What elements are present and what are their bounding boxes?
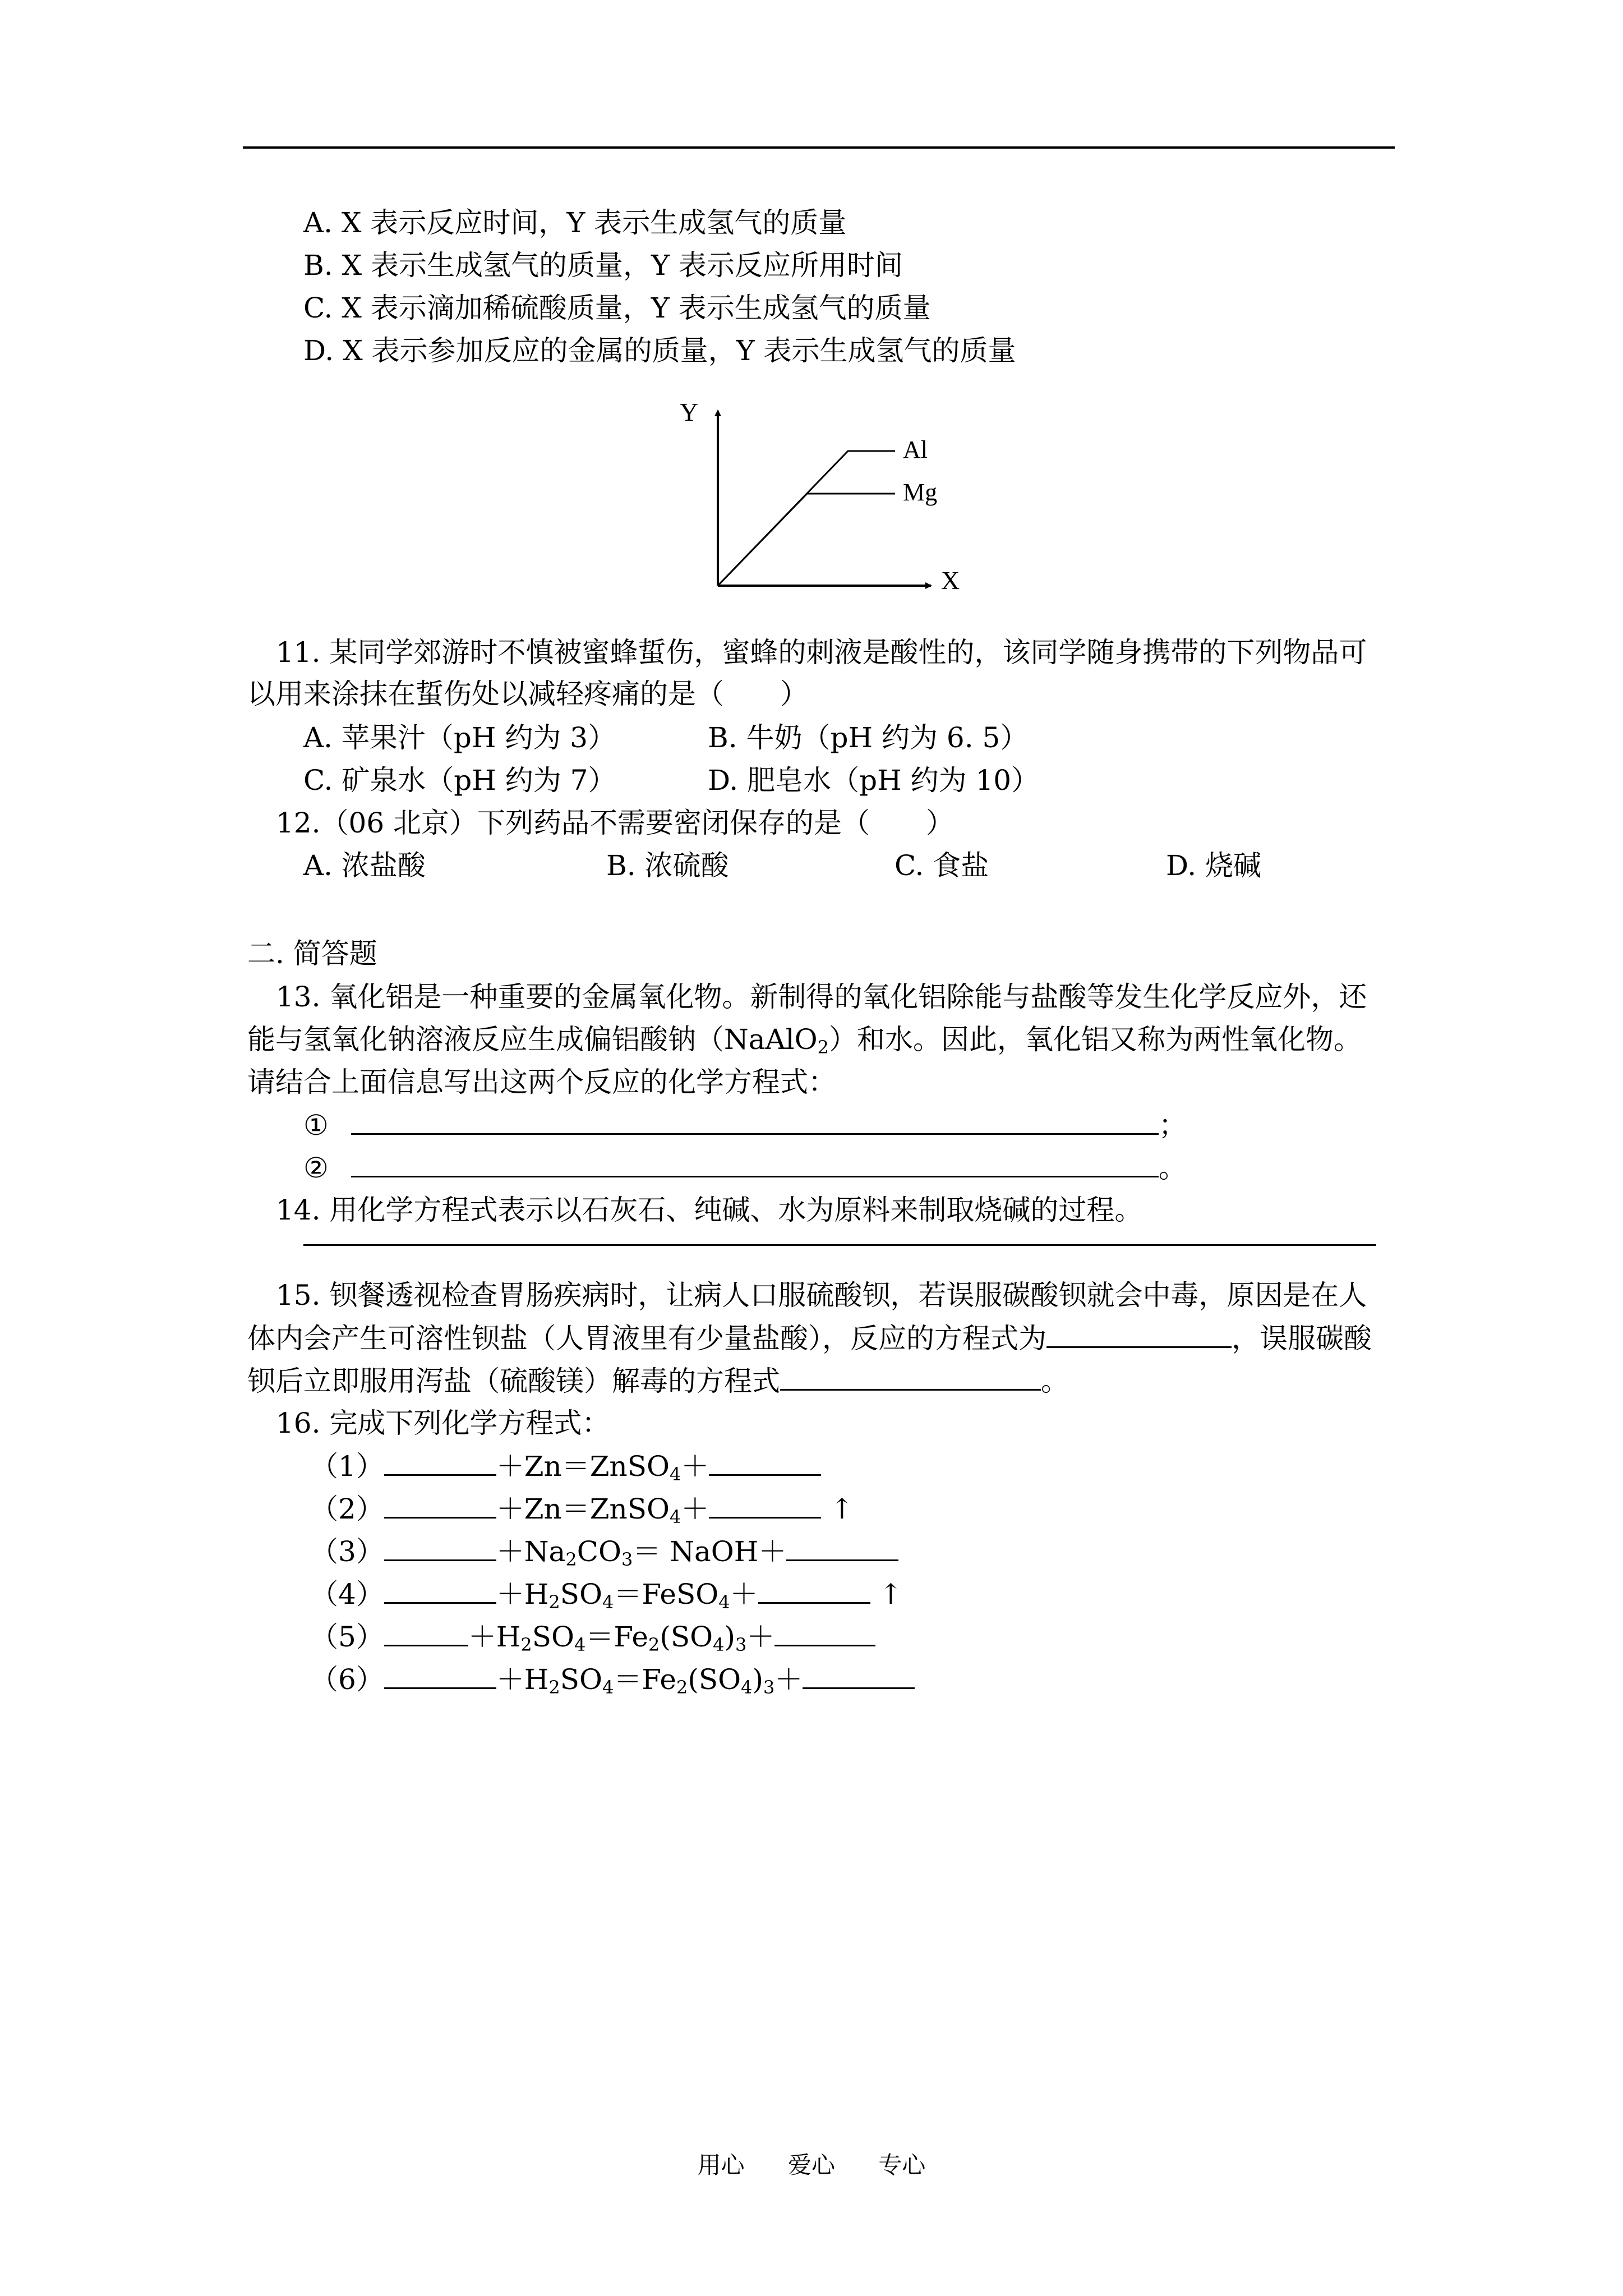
q15-line2 bbox=[247, 1322, 1372, 1355]
q13-answer-blank-2[interactable] bbox=[351, 1153, 1159, 1177]
q16-item-1-blank-2[interactable] bbox=[709, 1452, 821, 1476]
q16-item-6-blank-1[interactable] bbox=[384, 1665, 496, 1689]
up-arrow-icon: ↑ bbox=[879, 1578, 903, 1611]
q16-item-6-num: （6） bbox=[310, 1663, 384, 1696]
q16-item-2-part-a: ＋Zn＝ZnSO bbox=[496, 1493, 670, 1525]
footer-word-1: 用心 bbox=[697, 2151, 745, 2179]
q13-line1: 13. 氧化铝是一种重要的金属氧化物。新制得的氧化铝除能与盐酸等发生化学反应外，还 bbox=[276, 981, 1367, 1013]
q15-blank-2[interactable] bbox=[780, 1366, 1041, 1391]
up-arrow-icon: ↑ bbox=[830, 1493, 854, 1525]
q12-option-c: C. 食盐 bbox=[895, 849, 989, 882]
q15-line3-part2: 。 bbox=[1041, 1365, 1069, 1397]
q16-item-6-sub-4: 4 bbox=[741, 1677, 753, 1698]
q16-item-6-sub-5: 3 bbox=[763, 1677, 775, 1698]
q16-item-6-sub-3: 2 bbox=[676, 1677, 688, 1698]
q16-item-5 bbox=[310, 1621, 875, 1655]
q14-answer-blank[interactable] bbox=[303, 1244, 1376, 1246]
q16-item-5-sub-3: 2 bbox=[648, 1634, 660, 1655]
q16-item-5-num: （5） bbox=[310, 1621, 384, 1653]
q16-item-6-sub-2: 4 bbox=[602, 1677, 614, 1698]
q16-item-3-blank-2[interactable] bbox=[786, 1537, 898, 1561]
series-label-al: Al bbox=[903, 436, 928, 463]
q16-item-3 bbox=[310, 1535, 898, 1570]
q13-line2-part1: 能与氢氧化钠溶液反应生成偏铝酸钠（NaAlO bbox=[247, 1023, 818, 1056]
circle-2-marker: ② bbox=[303, 1152, 329, 1184]
q12-text: 12.（06 北京）下列药品不需要密闭保存的是（ ） bbox=[276, 807, 955, 839]
footer-word-3: 专心 bbox=[878, 2151, 926, 2179]
q16-item-1-sub-1: 4 bbox=[669, 1464, 681, 1485]
q11-option-d: D. 肥皂水（pH 约为 10） bbox=[708, 764, 1040, 797]
q16-item-1-part-a: ＋Zn＝ZnSO bbox=[496, 1450, 670, 1483]
q15-line3 bbox=[247, 1366, 1069, 1395]
q16-item-3-part-a: ＋Na bbox=[496, 1535, 566, 1568]
q16-item-3-part-b: CO bbox=[577, 1535, 621, 1568]
q16-item-5-blank-2[interactable] bbox=[774, 1622, 875, 1646]
y-axis-label: Y bbox=[680, 399, 699, 426]
q16-item-6-part-b: SO bbox=[560, 1663, 603, 1696]
q16-item-4 bbox=[310, 1578, 903, 1613]
series-line-al bbox=[718, 451, 895, 586]
q12-option-a: A. 浓盐酸 bbox=[303, 849, 426, 882]
q16-item-5-part-c: ＝Fe bbox=[585, 1621, 648, 1653]
q13-line2-part2: ）和水。因此，氧化铝又称为两性氧化物。 bbox=[829, 1023, 1362, 1056]
q13-blank2-end: 。 bbox=[1158, 1152, 1187, 1184]
q16-item-2 bbox=[310, 1493, 854, 1527]
q11-line2: 以用来涂抹在蜇伤处以减轻疼痛的是（ ） bbox=[247, 678, 808, 710]
q16-item-6-part-f: ＋ bbox=[774, 1663, 803, 1696]
q16-item-3-sub-1: 2 bbox=[565, 1549, 577, 1570]
q16-item-6-blank-2[interactable] bbox=[803, 1665, 915, 1689]
option-b: B. X 表示生成氢气的质量，Y 表示反应所用时间 bbox=[303, 249, 903, 282]
q16-title: 16. 完成下列化学方程式： bbox=[276, 1407, 610, 1439]
q16-item-3-sub-2: 3 bbox=[621, 1549, 633, 1570]
q13-answer-blank-1[interactable] bbox=[351, 1111, 1159, 1135]
q16-item-3-num: （3） bbox=[310, 1535, 384, 1568]
q15-blank-1[interactable] bbox=[1046, 1324, 1232, 1348]
q13-answer-1 bbox=[303, 1109, 1187, 1142]
q15-line1: 15. 钡餐透视检查胃肠疾病时，让病人口服硫酸钡，若误服碳酸钡就会中毒，原因是在人 bbox=[276, 1279, 1367, 1312]
q13-blank1-end: ； bbox=[1158, 1109, 1187, 1142]
q13-line2 bbox=[247, 1023, 1362, 1058]
q15-line2-part2: ，误服碳酸 bbox=[1232, 1322, 1372, 1355]
circle-1-marker: ① bbox=[303, 1109, 329, 1142]
q16-item-2-num: （2） bbox=[310, 1493, 384, 1525]
q11-option-a: A. 苹果汁（pH 约为 3） bbox=[303, 721, 616, 754]
q16-item-4-blank-1[interactable] bbox=[384, 1580, 496, 1604]
q11-option-b: B. 牛奶（pH 约为 6. 5） bbox=[708, 721, 1029, 754]
q16-item-4-part-b: SO bbox=[560, 1578, 603, 1611]
q16-item-5-sub-2: 4 bbox=[574, 1634, 586, 1655]
q11-line1: 11. 某同学郊游时不慎被蜜蜂蜇伤，蜜蜂的刺液是酸性的，该同学随身携带的下列物品可 bbox=[276, 636, 1367, 669]
q15-line2-part1: 体内会产生可溶性钡盐（人胃液里有少量盐酸），反应的方程式为 bbox=[247, 1322, 1046, 1355]
q13-answer-2 bbox=[303, 1153, 1187, 1182]
q16-item-5-sub-4: 4 bbox=[713, 1634, 725, 1655]
q13-line2-subscript: 2 bbox=[817, 1037, 829, 1058]
q16-item-5-part-f: ＋ bbox=[746, 1621, 775, 1653]
q16-item-4-part-d: ＋ bbox=[730, 1578, 758, 1611]
q16-item-6-part-d: (SO bbox=[688, 1663, 741, 1696]
q16-item-3-blank-1[interactable] bbox=[384, 1537, 496, 1561]
q16-item-6 bbox=[310, 1663, 915, 1698]
x-axis-label: X bbox=[941, 566, 960, 595]
footer-word-2: 爱心 bbox=[787, 2151, 835, 2179]
header-rule bbox=[243, 146, 1395, 149]
q16-item-6-part-c: ＝Fe bbox=[614, 1663, 676, 1696]
q15-line3-part1: 钡后立即服用泻盐（硫酸镁）解毒的方程式 bbox=[247, 1365, 780, 1397]
q13-line3: 请结合上面信息写出这两个反应的化学方程式： bbox=[247, 1066, 836, 1098]
q16-item-2-part-b: ＋ bbox=[681, 1493, 709, 1525]
section-heading: 二. 简答题 bbox=[247, 937, 377, 970]
q16-item-2-blank-1[interactable] bbox=[384, 1494, 496, 1519]
q16-item-5-part-a: ＋H bbox=[468, 1621, 521, 1653]
q16-item-5-sub-5: 3 bbox=[735, 1634, 747, 1655]
q16-item-6-part-a: ＋H bbox=[496, 1663, 549, 1696]
q16-item-4-part-c: ＝FeSO bbox=[614, 1578, 719, 1611]
q16-item-4-sub-3: 4 bbox=[718, 1591, 730, 1613]
page-footer bbox=[0, 2151, 1623, 2179]
q14-text: 14. 用化学方程式表示以石灰石、纯碱、水为原料来制取烧碱的过程。 bbox=[276, 1194, 1143, 1226]
q16-item-1-num: （1） bbox=[310, 1450, 384, 1483]
q16-item-1 bbox=[310, 1450, 821, 1485]
metal-hydrogen-graph bbox=[667, 399, 970, 601]
option-d: D. X 表示参加反应的金属的质量，Y 表示生成氢气的质量 bbox=[303, 334, 1016, 367]
q16-item-1-part-b: ＋ bbox=[681, 1450, 709, 1483]
q16-item-2-sub-1: 4 bbox=[669, 1506, 681, 1527]
q16-item-5-part-d: (SO bbox=[660, 1621, 713, 1653]
q16-item-4-sub-2: 4 bbox=[602, 1591, 614, 1613]
option-a: A. X 表示反应时间，Y 表示生成氢气的质量 bbox=[303, 206, 847, 239]
q16-item-6-part-e: ) bbox=[752, 1663, 763, 1696]
q16-item-3-part-c: ＝ NaOH＋ bbox=[633, 1535, 787, 1568]
series-line-mg bbox=[718, 494, 895, 586]
q16-item-4-sub-1: 2 bbox=[548, 1591, 560, 1613]
q16-item-5-part-b: SO bbox=[532, 1621, 575, 1653]
q11-option-c: C. 矿泉水（pH 约为 7） bbox=[303, 764, 616, 797]
q16-item-4-num: （4） bbox=[310, 1578, 384, 1611]
q16-item-6-sub-1: 2 bbox=[548, 1677, 560, 1698]
q16-item-5-part-e: ) bbox=[724, 1621, 735, 1653]
q16-item-4-blank-2[interactable] bbox=[758, 1580, 870, 1604]
q12-option-b: B. 浓硫酸 bbox=[606, 849, 729, 882]
q16-item-2-blank-2[interactable] bbox=[709, 1494, 821, 1519]
q12-option-d: D. 烧碱 bbox=[1166, 849, 1262, 882]
q16-item-5-blank-1[interactable] bbox=[384, 1622, 468, 1646]
series-label-mg: Mg bbox=[903, 478, 938, 506]
q16-item-5-sub-1: 2 bbox=[520, 1634, 532, 1655]
option-c: C. X 表示滴加稀硫酸质量，Y 表示生成氢气的质量 bbox=[303, 292, 931, 324]
q16-item-4-part-a: ＋H bbox=[496, 1578, 549, 1611]
q16-item-1-blank-1[interactable] bbox=[384, 1452, 496, 1476]
